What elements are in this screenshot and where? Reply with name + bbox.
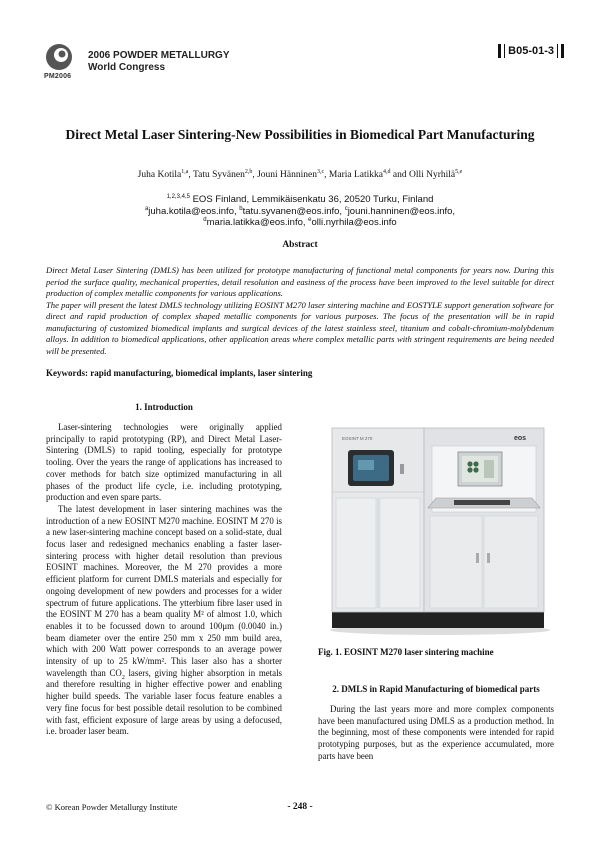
code-bar-right-thin (557, 44, 558, 58)
affiliation-sup: 1,2,3,4,5 (166, 193, 190, 200)
author-name: Olli Nyrhilä (408, 170, 456, 180)
machine-base (332, 610, 544, 628)
machine-label: EOSINT M 270 (342, 436, 373, 441)
email-address[interactable]: tatu.syvanen@eos.info, (242, 205, 343, 217)
code-bar-left (498, 44, 501, 58)
section-2-paragraph-1: During the last years more and more complex components have been manufactured using DMLS as a production method. In the beginning, most of these components were intended for rapid prototyping purposes, but as the experience accumulated, more parts have been (318, 704, 554, 761)
author-name: Maria Latikka (328, 170, 383, 180)
section-2-heading: 2. DMLS in Rapid Manufacturing of biomedical parts (332, 684, 540, 694)
abstract-text (46, 265, 554, 357)
code-bar-right (561, 44, 564, 58)
section-1-paragraph-2a: The latest development in laser sintering machines was the introduction of a new EOSINT M270 machine. EOSINT M 270 is a new laser-sintering machine concept based on a solid-state, dual focus laser and redesigned mechanics enabling a faster laser-sintering process with higher detail resolution than previous EOSINT machines. Moreover, the M 270 provides a more efficient platform for current DMLS materials and especially for ongoing development of new powders and processes for a wider spectrum of future applications. The ytterbium fibre laser used in the EOSINT M 270 has a beam quality M² of almost 1.0, which enables it to be focussed down to around 100μm (0.0040 in.) beam diameter over the entire 250 mm x 250 mm build area, which with 200 Watt power corresponds to an average power intensity of up to 25 kW/mm². This laser also has a shorter wavelength than CO (46, 503, 282, 678)
affiliation-text: EOS Finland, Lemmikäisenkatu 36, 20520 Turku, Finland (192, 194, 434, 205)
keywords: Keywords: rapid manufacturing, biomedical implants, laser sintering (46, 368, 313, 378)
author-sup: 3,c (316, 168, 325, 175)
section-1-body (46, 422, 282, 738)
lower-door-left (336, 498, 376, 608)
screen-part-3 (467, 467, 472, 472)
abstract-paragraph-1: Direct Metal Laser Sintering (DMLS) has been utilized for prototype manufacturing of functional metal components for years now. During this period the surface quality, mechanical properties, detail resolution and easiness of the process have been improved to the level suitable for direct production of complex metallic components for various applications. (46, 265, 554, 298)
author-sup: 2,b (244, 168, 253, 175)
footer-copyright: © Korean Powder Metallurgy Institute (46, 802, 178, 812)
right-door-right (484, 516, 538, 608)
author-name: Jouni Hänninen (257, 170, 317, 180)
email-sup: e (308, 216, 312, 223)
author-sup: 5,e (455, 168, 463, 175)
email-address[interactable]: juha.kotila@eos.info, (148, 205, 237, 217)
right-door-handle-1 (476, 553, 479, 563)
keyboard (454, 500, 510, 505)
machine-figure (318, 418, 554, 638)
build-window-glow (358, 460, 374, 470)
conference-line-2: World Congress (88, 62, 166, 73)
right-door-handle-2 (487, 553, 490, 563)
email-address[interactable]: jouni.hanninen@eos.info, (347, 205, 456, 217)
code-bar-left-thin (504, 44, 505, 58)
screen-part-1 (467, 461, 472, 466)
email-list (60, 206, 540, 229)
email-address[interactable]: maria.latikka@eos.info, (206, 217, 306, 228)
abstract-paragraph-2: The paper will present the latest DMLS technology utilizing EOSINT M270 laser sintering machine and EOSTYLE support generation software for direct and rapid production of complex shaped metallic components for various purposes. The focus of the presentation will be in rapid manufacturing of customized biomedical implants and surgical devices of the latest stainless steel, titanium and cobalt-chromium-molybdenum alloys. In addition to biomedical applications, other application areas where complex metallic parts with stringent requirements are being needed will be presented. (46, 299, 554, 356)
paper-title: Direct Metal Laser Sintering-New Possibilities in Biomedical Part Manufacturing (65, 127, 535, 142)
lower-door-right (380, 498, 420, 608)
email-sup: c (344, 205, 348, 212)
section-1-heading: 1. Introduction (135, 402, 193, 412)
email-sup: d (203, 216, 207, 223)
section-2-body (318, 704, 554, 763)
author-name: Tatu Syvänen (192, 170, 245, 180)
screen-part-4 (473, 467, 478, 472)
right-door-left (430, 516, 482, 608)
author-sup: 1,a (181, 168, 189, 175)
paper-code (498, 44, 564, 58)
co2-subscript: 2 (121, 674, 125, 681)
affiliation-line (60, 194, 540, 206)
section-1-paragraph-2 (46, 504, 282, 738)
email-sup: a (144, 205, 149, 212)
door-handle (400, 464, 404, 474)
affiliation-block (60, 194, 540, 229)
pm2006-logo-icon (44, 42, 74, 72)
abstract-heading: Abstract (282, 240, 318, 250)
conference-line-1: 2006 POWDER METALLURGY (88, 50, 230, 61)
section-1-paragraph-2b: lasers, giving higher absorption in metals and therefore resulting in higher effective power and enabling higher build speeds. The variable laser focus feature enables a very fine focus for best possible detail resolution to be combined with fast, efficient exposure of large areas by using a defocused, i.e. broader laser beam. (46, 667, 282, 737)
logo-text: PM2006 (44, 73, 72, 80)
section-1-paragraph-1: Laser-sintering technologies were originally applied principally to rapid prototyping (RP), and Direct Metal Laser-Sintering (DMLS) to rapid tooling, especially for prototype tooling. Over the years the range of applications has increased to cover methods for batch size optimized manufacturing in all phases of the product life cycle, i.e. including prototyping, production and even spare parts. (46, 422, 282, 503)
screen-panel (484, 460, 494, 478)
screen-part-2 (473, 461, 478, 466)
author-sup: 4,d (382, 168, 391, 175)
figure-caption: Fig. 1. EOSINT M270 laser sintering machine (318, 647, 494, 657)
email-address[interactable]: olli.nyrhila@eos.info (311, 217, 397, 228)
email-sup: b (239, 205, 243, 212)
conference-name (88, 50, 230, 74)
paper-code-text: B05-01-3 (508, 45, 554, 57)
page-number: - 248 - (287, 802, 313, 812)
author-list: Juha Kotila$^{1,a}$, Tatu Syvänen$^{2,b}$, Jouni Hänninen$^{3,c}$, Maria Latikka$^{4,d}$ and Olli Nyrhilä$^{5,e}$ (137, 168, 463, 180)
brand-logo: eos (514, 435, 527, 442)
author-name: Juha Kotila (137, 170, 182, 180)
